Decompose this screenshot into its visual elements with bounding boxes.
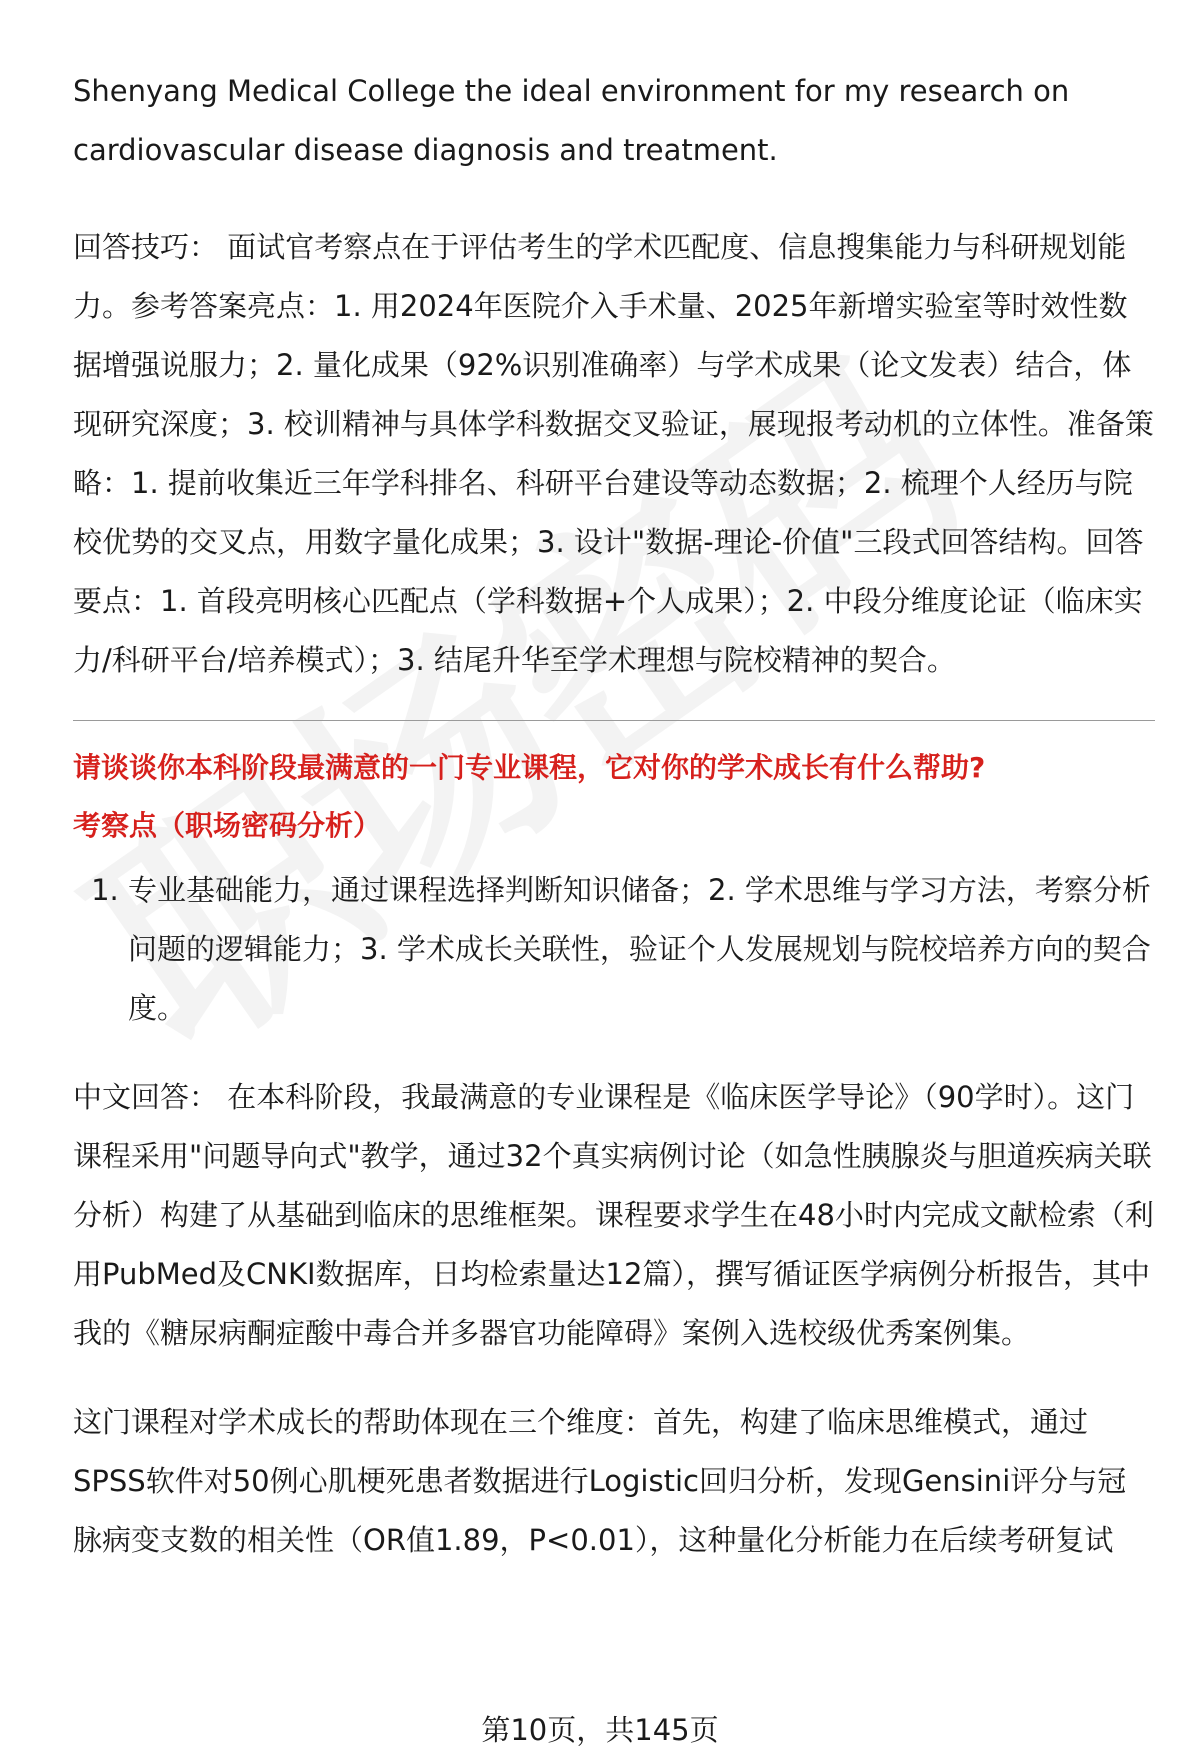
document-page [73, 62, 1155, 1570]
answer-tips-paragraph: 回答技巧： 面试官考察点在于评估考生的学术匹配度、信息搜集能力与科研规划能力。参考答案亮点：1. 用2024年医院介入手术量、2025年新增实验室等时效性数据增强说服力；2. 量化成果（92%识别准确率）与学术成果（论文发表）结合，体现研究深度；3. 校训精神与具体学科数据交叉验证，展现报考动机的立体性。准备策略：1. 提前收集近三年学科排名、科研平台建设等动态数据；2. 梳理个人经历与院校优势的交叉点，用数字量化成果；3. 设计"数据-理论-价值"三段式回答结构。回答要点：1. 首段亮明核心匹配点（学科数据+个人成果）；2. 中段分维度论证（临床实力/科研平台/培养模式）；3. 结尾升华至学术理想与院校精神的契合。 [73, 230, 1154, 677]
chinese-answer-paragraph: 中文回答： 在本科阶段，我最满意的专业课程是《临床医学导论》（90学时）。这门课程采用"问题导向式"教学，通过32个真实病例讨论（如急性胰腺炎与胆道疾病关联分析）构建了从基础到临床的思维框架。课程要求学生在48小时内完成文献检索（利用PubMed及CNKI数据库，日均检索量达12篇），撰写循证医学病例分析报告，其中我的《糖尿病酮症酸中毒合并多器官功能障碍》案例入选校级优秀案例集。 [73, 1080, 1154, 1350]
assessment-point: 1. 专业基础能力，通过课程选择判断知识储备；2. 学术思维与学习方法，考察分析问题的逻辑能力；3. 学术成长关联性，验证个人发展规划与院校培养方向的契合度。 [128, 861, 1155, 1038]
assessment-heading: 考察点（职场密码分析） [73, 809, 382, 842]
academic-growth-paragraph: 这门课程对学术成长的帮助体现在三个维度：首先，构建了临床思维模式，通过SPSS软件对50例心肌梗死患者数据进行Logistic回归分析，发现Gensini评分与冠脉病变支数的相关性（OR值1.89，P<0.01），这种量化分析能力在后续考研复试 [73, 1405, 1127, 1557]
intro-paragraph: Shenyang Medical College the ideal environment for my research on cardiovascular disease diagnosis and treatment. [73, 74, 1070, 167]
assessment-points-list [73, 861, 1155, 1038]
section-divider [73, 720, 1155, 721]
page-number-footer: 第10页，共145页 [481, 1713, 719, 1747]
question-title: 请谈谈你本科阶段最满意的一门专业课程，它对你的学术成长有什么帮助? [73, 751, 986, 784]
